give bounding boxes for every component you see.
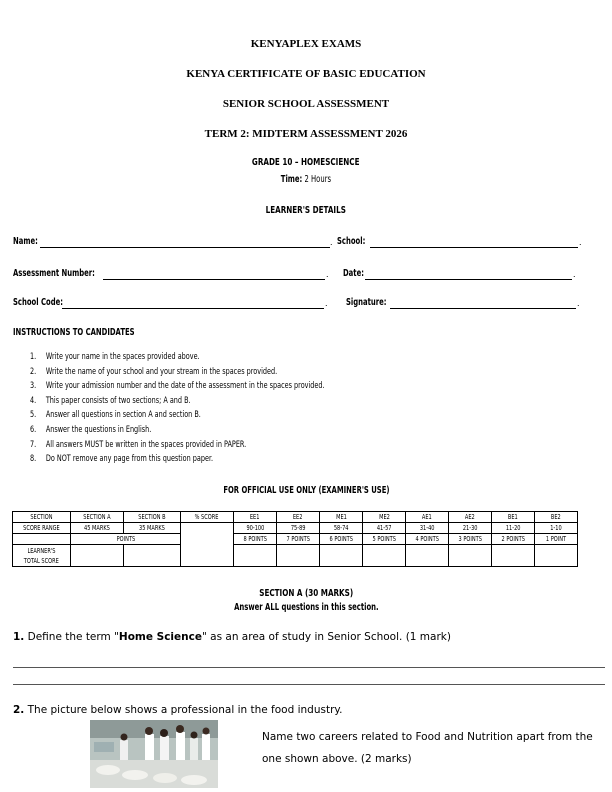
table-cell: BE1	[492, 512, 535, 523]
score-table	[12, 511, 578, 567]
table-cell: 3 POINTS	[449, 534, 492, 545]
table-cell: 21-30	[449, 523, 492, 534]
separator-dot: .	[573, 269, 576, 279]
instruction-item	[30, 440, 325, 455]
food-industry-photo	[90, 720, 218, 788]
instruction-text: Answer the questions in English.	[45, 424, 152, 435]
question-text: " as an area of study in Senior School. (1 mark)	[201, 631, 451, 643]
instruction-item	[30, 381, 325, 396]
instruction-item	[30, 367, 325, 382]
table-cell: 41-57	[363, 523, 406, 534]
answer-line[interactable]	[13, 684, 605, 685]
table-cell	[406, 545, 449, 567]
section-a-subtitle	[0, 602, 612, 613]
question-2-prompt-line-1: Name two careers related to Food and Nutrition apart from the	[262, 731, 593, 743]
instruction-item	[30, 410, 325, 425]
question-term: Home Science	[118, 631, 202, 643]
table-cell: AE2	[449, 512, 492, 523]
instruction-text: Do NOT remove any page from this question paper.	[45, 454, 214, 465]
name-label: Name:	[13, 236, 38, 247]
assessment-number-label: Assessment Number:	[13, 268, 95, 279]
table-row	[13, 545, 578, 567]
table-cell	[13, 534, 71, 545]
separator-dot: .	[579, 237, 582, 247]
instruction-item	[30, 396, 325, 411]
instruction-text: Answer all questions in section A and section B.	[45, 410, 201, 421]
instruction-text: All answers MUST be written in the spaces provided in PAPER.	[45, 439, 247, 450]
points-label-cell: POINTS	[71, 534, 181, 545]
section-a-subtitle-text: Answer ALL questions in this section.	[233, 602, 379, 613]
assessment-title: SENIOR SCHOOL ASSESSMENT	[222, 98, 390, 110]
exam-body-title: KENYAPLEX EXAMS	[250, 38, 362, 50]
section-a-score-cell[interactable]	[71, 545, 124, 567]
instruction-item	[30, 425, 325, 440]
instruction-number: 2.	[30, 366, 37, 377]
table-cell: 90-100	[234, 523, 277, 534]
separator-dot: .	[577, 298, 580, 308]
instruction-number: 8.	[30, 454, 37, 465]
subject-text: GRADE 10 – HOMESCIENCE	[252, 157, 360, 168]
instruction-text: This paper consists of two sections; A and B.	[45, 395, 191, 406]
table-row	[13, 512, 578, 523]
learner-total-label-cell: LEARNER'S TOTAL SCORE	[13, 545, 71, 567]
instruction-text: Write your admission number and the date of the assessment in the spaces provided.	[45, 381, 325, 392]
table-cell: SECTION B	[124, 512, 181, 523]
separator-dot: .	[325, 298, 328, 308]
table-cell	[320, 545, 363, 567]
percent-score-cell[interactable]	[181, 523, 234, 567]
table-cell: 35 MARKS	[124, 523, 181, 534]
school-label: School:	[337, 236, 366, 247]
table-row	[13, 523, 578, 534]
table-cell: 6 POINTS	[320, 534, 363, 545]
instruction-number: 4.	[30, 395, 37, 406]
question-text: Define the term "	[24, 631, 119, 643]
assessment-number-field-line[interactable]	[103, 279, 325, 280]
table-cell: EE1	[234, 512, 277, 523]
table-cell	[363, 545, 406, 567]
table-cell: SECTION A	[71, 512, 124, 523]
question-2-prompt-line-2: one shown above. (2 marks)	[262, 753, 412, 765]
table-cell: 1 POINT	[535, 534, 578, 545]
table-cell: AE1	[406, 512, 449, 523]
table-cell: 5 POINTS	[363, 534, 406, 545]
table-cell: BE2	[535, 512, 578, 523]
table-cell: SCORE RANGE	[13, 523, 71, 534]
table-row	[13, 534, 578, 545]
table-cell: 8 POINTS	[234, 534, 277, 545]
instruction-text: Write your name in the spaces provided above.	[45, 352, 200, 362]
table-cell	[277, 545, 320, 567]
signature-label: Signature:	[346, 297, 387, 308]
certificate-title: KENYA CERTIFICATE OF BASIC EDUCATION	[186, 68, 426, 80]
table-cell: 7 POINTS	[277, 534, 320, 545]
table-cell: EE2	[277, 512, 320, 523]
table-cell: % SCORE	[181, 512, 234, 523]
time-line	[0, 174, 612, 185]
school-field-line[interactable]	[370, 247, 578, 248]
term-title: TERM 2: MIDTERM ASSESSMENT 2026	[204, 128, 408, 140]
instruction-item	[30, 352, 325, 367]
separator-dot: .	[330, 237, 333, 247]
official-use-text: FOR OFFICIAL USE ONLY (EXAMINER'S USE)	[222, 485, 390, 496]
learner-details-text: LEARNER'S DETAILS	[265, 205, 347, 216]
signature-field-line[interactable]	[390, 308, 576, 309]
table-cell	[449, 545, 492, 567]
school-code-field-line[interactable]	[62, 308, 324, 309]
subject-line	[0, 157, 612, 168]
instruction-number: 6.	[30, 424, 37, 435]
answer-line[interactable]	[13, 667, 605, 668]
instruction-item	[30, 454, 325, 469]
question-2	[13, 704, 342, 716]
time-value: 2 Hours	[302, 174, 332, 185]
instruction-text: Write the name of your school and your stream in the spaces provided.	[45, 366, 278, 377]
table-cell: 2 POINTS	[492, 534, 535, 545]
table-cell: 4 POINTS	[406, 534, 449, 545]
instruction-number: 1.	[30, 352, 37, 362]
table-cell	[492, 545, 535, 567]
instruction-number: 5.	[30, 410, 37, 421]
section-a-title	[0, 588, 612, 599]
table-cell: 58-74	[320, 523, 363, 534]
table-cell	[535, 545, 578, 567]
question-1	[13, 631, 451, 643]
table-cell: 75-89	[277, 523, 320, 534]
instructions-title: INSTRUCTIONS TO CANDIDATES	[13, 327, 135, 338]
instructions-list	[30, 352, 439, 469]
food-industry-photo-illustration	[90, 720, 218, 788]
table-cell: SECTION	[13, 512, 71, 523]
question-number: 2.	[13, 704, 25, 716]
question-number: 1.	[13, 631, 25, 643]
instruction-number: 7.	[30, 439, 37, 450]
section-b-score-cell[interactable]	[124, 545, 181, 567]
separator-dot: .	[326, 269, 329, 279]
school-code-label: School Code:	[13, 297, 63, 308]
name-field-line[interactable]	[40, 247, 330, 248]
table-cell: 45 MARKS	[71, 523, 124, 534]
date-label: Date:	[343, 268, 364, 279]
table-cell: 1-10	[535, 523, 578, 534]
question-text: The picture below shows a professional in the food industry.	[24, 704, 343, 716]
table-cell: ME2	[363, 512, 406, 523]
section-a-title-text: SECTION A (30 MARKS)	[259, 588, 353, 599]
official-use-title	[0, 485, 612, 496]
table-cell: ME1	[320, 512, 363, 523]
table-cell	[234, 545, 277, 567]
table-cell: 11-20	[492, 523, 535, 534]
learner-details-title	[0, 205, 612, 216]
instruction-number: 3.	[30, 381, 37, 392]
time-label: Time:	[280, 174, 303, 185]
date-field-line[interactable]	[365, 279, 572, 280]
table-cell: 31-40	[406, 523, 449, 534]
